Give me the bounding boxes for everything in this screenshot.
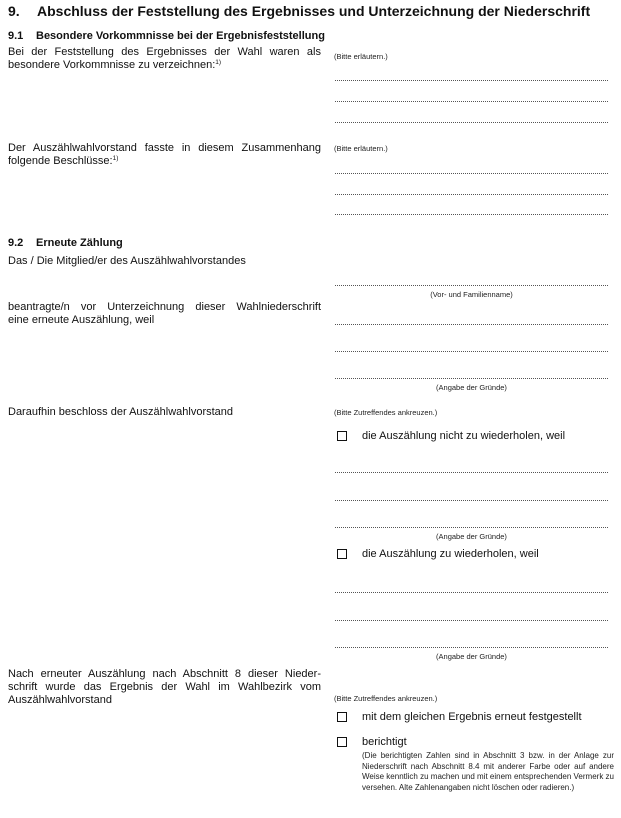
decision-text: Daraufhin beschloss der Auszählwahlvorstand [8, 406, 234, 418]
subsection-number-9-1: 9.1 [8, 30, 24, 42]
corrected-note: (Die berichtigten Zahlen sind in Abschnitt 3 bzw. in der Anlage zur Niederschrift nach Abschnitt 8.4 mit anderer Farbe oder auf andere Weise kenntlich zu machen und mit einem entsprechenden Vermerk zu versehen. Alte Zahlenangaben nicht löschen oder radieren.) [362, 751, 614, 792]
q2-answer-line-3[interactable] [335, 214, 608, 215]
reasons-caption-3: (Angabe der Gründe) [436, 652, 507, 661]
no-repeat-reason-line-2[interactable] [335, 500, 608, 501]
q2-footnote: 1) [112, 155, 119, 162]
checkbox-corrected[interactable] [337, 737, 347, 747]
q2-line2-wrap [8, 155, 118, 168]
q2-answer-line-1[interactable] [335, 173, 608, 174]
recount-line3: Auszählwahlvorstand [8, 694, 112, 706]
q1-hint: (Bitte erläutern.) [334, 52, 388, 61]
q1-line1: Bei der Feststellung des Ergebnisses der Wahl waren als [8, 46, 321, 58]
option-corrected-label: berichtigt [362, 736, 407, 748]
name-line[interactable] [335, 285, 608, 286]
request-reason-line-2[interactable] [335, 351, 608, 352]
no-repeat-reason-line-1[interactable] [335, 472, 608, 473]
section-title: Abschluss der Feststellung des Ergebnisses und Unterzeichnung der Niederschrift [37, 3, 591, 19]
request-reason-line-1[interactable] [335, 324, 608, 325]
option-repeat-label: die Auszählung zu wiederholen, weil [362, 548, 539, 560]
q1-answer-line-3[interactable] [335, 122, 608, 123]
checkbox-no-repeat[interactable] [337, 431, 347, 441]
subsection-title-9-2: Erneute Zählung [36, 237, 123, 249]
q1-answer-line-1[interactable] [335, 80, 608, 81]
member-text: Das / Die Mitglied/er des Auszählwahlvorstandes [8, 255, 246, 267]
q2-hint: (Bitte erläutern.) [334, 144, 388, 153]
no-repeat-reason-line-3[interactable] [335, 527, 608, 528]
reasons-caption-2: (Angabe der Gründe) [436, 532, 507, 541]
q1-answer-line-2[interactable] [335, 101, 608, 102]
option-same-label: mit dem gleichen Ergebnis erneut festgestellt [362, 711, 582, 723]
decision-hint: (Bitte Zutreffendes ankreuzen.) [334, 408, 438, 417]
q2-answer-line-2[interactable] [335, 194, 608, 195]
reasons-caption-1: (Angabe der Gründe) [436, 383, 507, 392]
repeat-reason-line-2[interactable] [335, 620, 608, 621]
request-line1: beantragte/n vor Unterzeichnung dieser Wahlniederschrift [8, 301, 321, 313]
repeat-reason-line-3[interactable] [335, 647, 608, 648]
q1-line2: besondere Vorkommnisse zu verzeichnen: [8, 59, 216, 71]
recount-line2: schrift wurde das Ergebnis der Wahl im Wahlbezirk vom [8, 681, 321, 693]
repeat-reason-line-1[interactable] [335, 592, 608, 593]
request-line2: eine erneute Auszählung, weil [8, 314, 155, 326]
recount-line1: Nach erneuter Auszählung nach Abschnitt 8 dieser Nieder- [8, 668, 321, 680]
checkbox-same-result[interactable] [337, 712, 347, 722]
subsection-title-9-1: Besondere Vorkommnisse bei der Ergebnisfeststellung [36, 30, 325, 42]
option-no-repeat-label: die Auszählung nicht zu wiederholen, weil [362, 430, 566, 442]
checkbox-repeat[interactable] [337, 549, 347, 559]
q1-footnote: 1) [215, 59, 222, 66]
request-reason-line-3[interactable] [335, 378, 608, 379]
q2-line2: folgende Beschlüsse: [8, 155, 113, 167]
name-caption: (Vor- und Familienname) [430, 290, 513, 299]
section-number: 9. [8, 3, 20, 19]
q2-line1: Der Auszählwahlvorstand fasste in diesem Zusammenhang [8, 142, 321, 154]
recount-hint: (Bitte Zutreffendes ankreuzen.) [334, 694, 438, 703]
q1-line2-wrap [8, 59, 221, 72]
subsection-number-9-2: 9.2 [8, 237, 24, 249]
